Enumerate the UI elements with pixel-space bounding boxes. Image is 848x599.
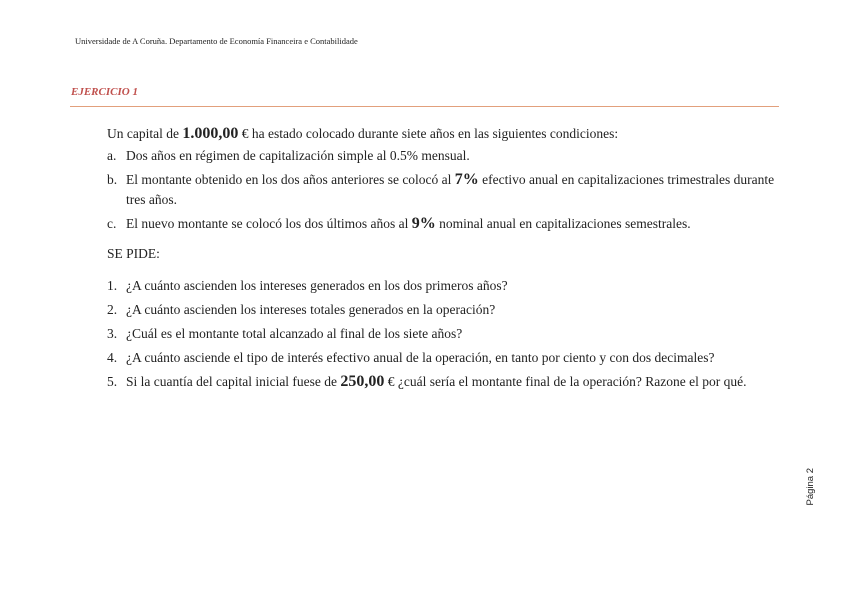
question-item [107, 324, 779, 344]
questions-list [107, 276, 779, 392]
question-text: ¿Cuál es el montante total alcanzado al final de los siete años? [126, 326, 463, 341]
list-marker: c. [107, 216, 117, 231]
capital-amount: 1.000,00 [182, 125, 239, 142]
intro-text-end: € ha estado colocado durante siete años en las siguientes condiciones: [238, 126, 619, 141]
list-marker: 1. [107, 278, 118, 293]
list-marker: 4. [107, 350, 118, 365]
statement-intro [107, 124, 779, 144]
condition-text-end: efectivo anual en capitalizaciones trimestrales durante tres años. [126, 172, 775, 207]
exercise-body [107, 124, 779, 396]
list-marker: 5. [107, 374, 118, 389]
list-marker: a. [107, 148, 117, 163]
question-item [107, 348, 779, 368]
intro-text: Un capital de [107, 126, 183, 141]
question-text: Si la cuantía del capital inicial fuese de [126, 374, 341, 389]
rate-value: 7% [454, 171, 479, 188]
condition-item [107, 214, 779, 234]
page-number: Página 2 [805, 468, 816, 506]
question-text-end: € ¿cuál sería el montante final de la operación? Razone el por qué. [384, 374, 747, 389]
question-text: ¿A cuánto ascienden los intereses totales generados en la operación? [126, 302, 496, 317]
document-header: Universidade de A Coruña. Departamento de Economía Financeira e Contabilidade [75, 36, 358, 46]
condition-item [107, 146, 779, 166]
condition-item [107, 170, 779, 210]
list-marker: 2. [107, 302, 118, 317]
question-item [107, 276, 779, 296]
condition-text: Dos años en régimen de capitalización simple al 0.5% mensual. [126, 148, 470, 163]
list-marker: b. [107, 172, 118, 187]
condition-text: El nuevo montante se colocó los dos últimos años al [126, 216, 412, 231]
rate-value: 9% [411, 215, 436, 232]
question-item [107, 372, 779, 392]
se-pide-heading: SE PIDE: [107, 246, 160, 261]
section-divider [70, 106, 779, 107]
question-text: ¿A cuánto ascienden los intereses generados en los dos primeros años? [126, 278, 508, 293]
condition-text-end: nominal anual en capitalizaciones semestrales. [435, 216, 691, 231]
list-marker: 3. [107, 326, 118, 341]
question-item [107, 300, 779, 320]
question-text: ¿A cuánto asciende el tipo de interés efectivo anual de la operación, en tanto por ciento y con dos decimales? [126, 350, 715, 365]
section-title: EJERCICIO 1 [71, 86, 138, 98]
conditions-list [107, 146, 779, 234]
capital-amount: 250,00 [340, 373, 385, 390]
condition-text: El montante obtenido en los dos años anteriores se colocó al [126, 172, 455, 187]
